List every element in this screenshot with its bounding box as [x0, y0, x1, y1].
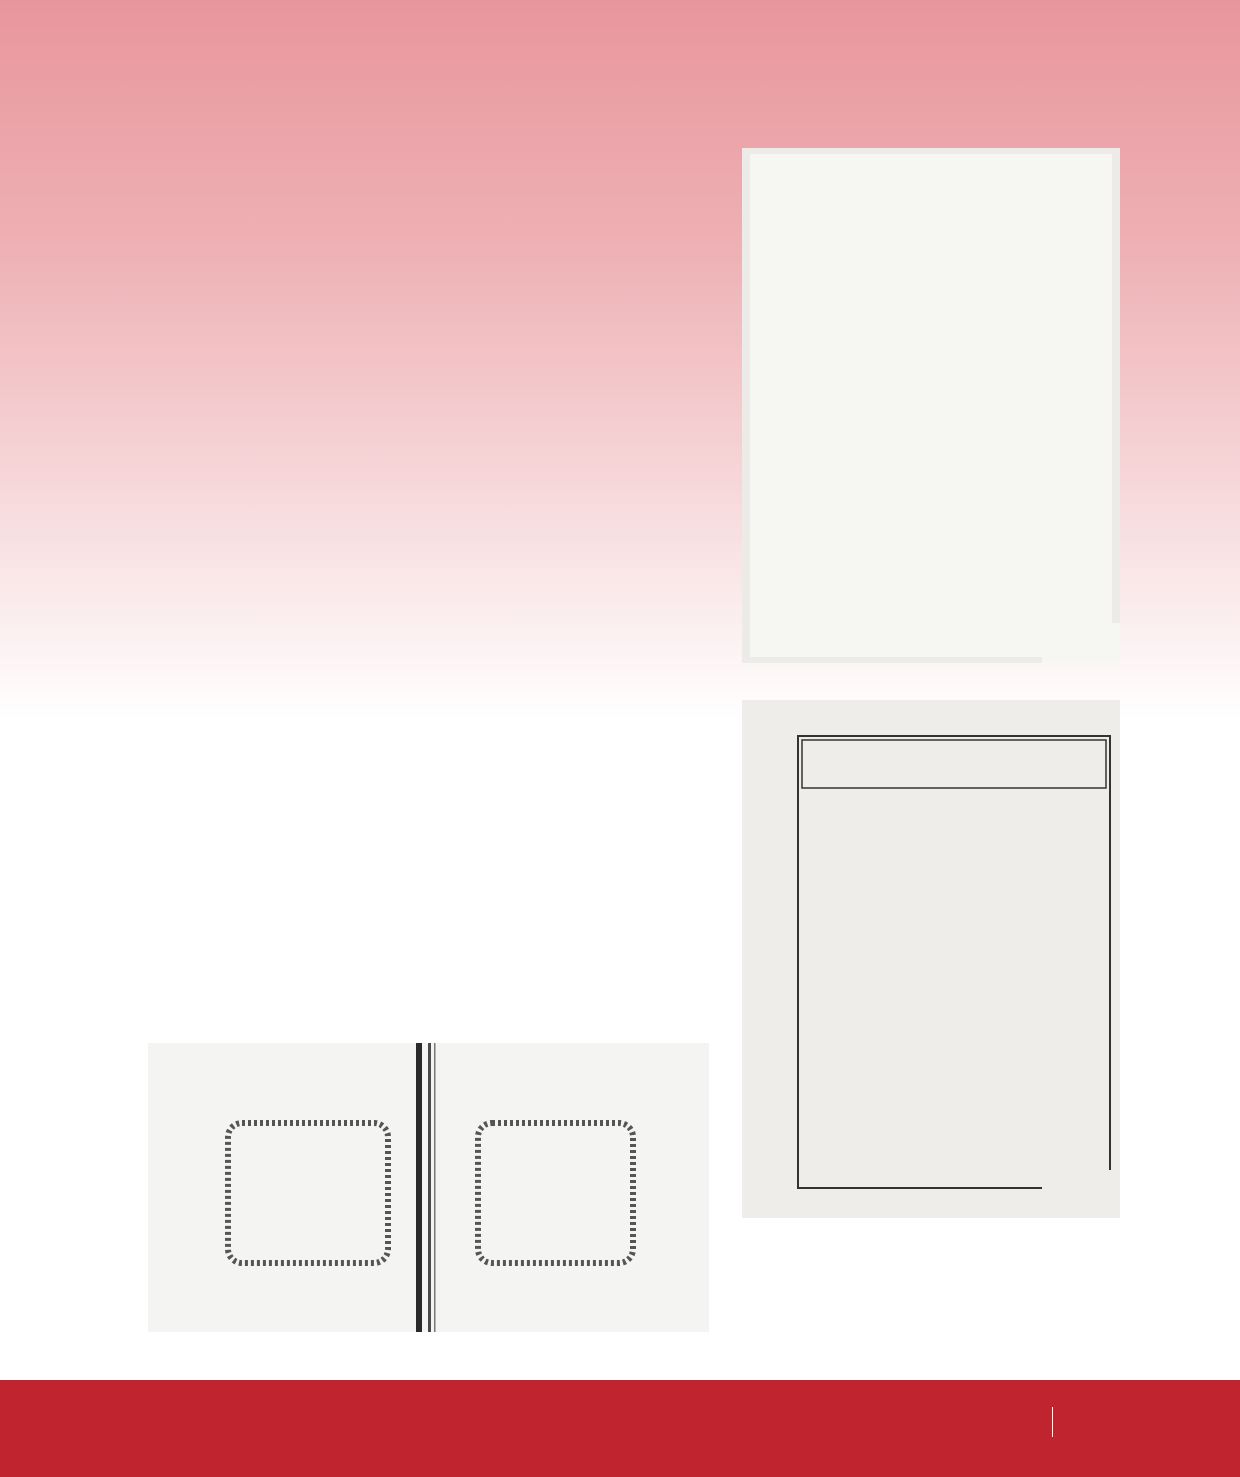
footer-band: [0, 1380, 1240, 1477]
manuscript-image-top-right: [742, 148, 1120, 663]
manuscript-image-spread: [148, 1043, 709, 1332]
footer-separator: [1052, 1407, 1053, 1437]
manuscript-image-table: [742, 700, 1120, 1218]
